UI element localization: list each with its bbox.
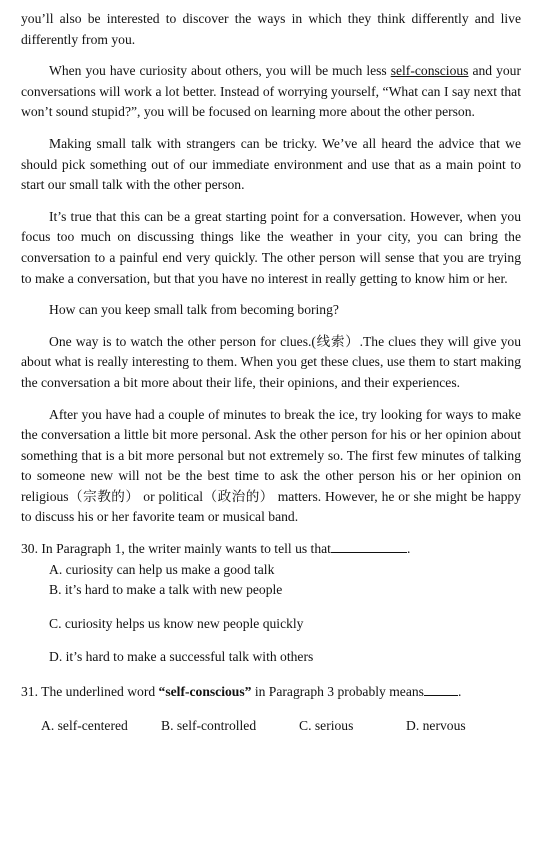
q31-option-a: A. self-centered <box>41 717 128 733</box>
paragraph-5: One way is to watch the other person for clues.(线索）.The clues they will give you about what is really interesting to them. When you get these clues, use them to start making the conversation a bit more about their life, their opinions, and their experiences. <box>21 333 521 390</box>
paragraph-6: After you have had a couple of minutes to break the ice, try looking for ways to make the conversation a little bit more personal. Ask the other person for his or her opinion about something that is a bit more personal but not extremely so. The first few minutes of talking to someone new will not be the best time to ask the other person his or her opinion on religious（宗教的） or political（政治的） matters. However, he or she might be happy to discuss his or her favorite team or musical band. <box>21 406 521 525</box>
answer-blank-30 <box>331 538 407 553</box>
q30-option-a: A. curiosity can help us make a good talk <box>49 561 275 577</box>
question-30-text: 30. In Paragraph 1, the writer mainly wants to tell us that <box>21 541 331 557</box>
document-page <box>21 9 521 736</box>
paragraph-4: How can you keep small talk from becoming boring? <box>49 302 339 318</box>
answer-blank-31 <box>424 681 458 696</box>
question-30-end: . <box>406 541 411 557</box>
underlined-word: self-conscious <box>390 63 469 79</box>
q31-option-b: B. self-controlled <box>161 717 257 733</box>
q30-option-d: D. it’s hard to make a successful talk with others <box>49 649 314 665</box>
question-31-end: . <box>457 684 462 700</box>
paragraph-2: Making small talk with strangers can be tricky. We’ve all heard the advice that we should pick something out of our immediate environment and use that as a main point to start our small talk with the other person. <box>21 135 521 193</box>
q31-option-d: D. nervous <box>406 717 466 733</box>
paragraph-1-text-b: and your conversations will work a lot better. Instead of worrying yourself, “What can I say next that won’t sound stupid?”, you will be focused on learning more about the other person. <box>21 63 521 120</box>
q30-option-c: C. curiosity helps us know new people quickly <box>49 615 304 631</box>
q31-options <box>21 716 521 737</box>
paragraph-1 <box>21 61 521 123</box>
question-31-text-a: 31. The underlined word <box>21 684 159 700</box>
question-31-text-b: in Paragraph 3 probably means <box>251 684 424 700</box>
paragraph-3: It’s true that this can be a great starting point for a conversation. However, when you focus too much on discussing things like the weather in your city, you can bring the conversation to a painful end very quickly. The other person will sense that you are trying to make a conversation, but that you have no interest in really getting to know him or her. <box>21 208 521 286</box>
paragraph-1-text-a: When you have curiosity about others, you will be much less <box>49 63 391 79</box>
question-31-stem <box>21 681 521 703</box>
question-31-word: “self-conscious” <box>158 684 252 700</box>
q30-option-b: B. it’s hard to make a talk with new people <box>49 582 283 598</box>
q31-option-c: C. serious <box>299 717 354 733</box>
question-30-stem <box>21 538 521 560</box>
paragraph-0: you’ll also be interested to discover the ways in which they think differently and live differently from you. <box>21 11 521 47</box>
